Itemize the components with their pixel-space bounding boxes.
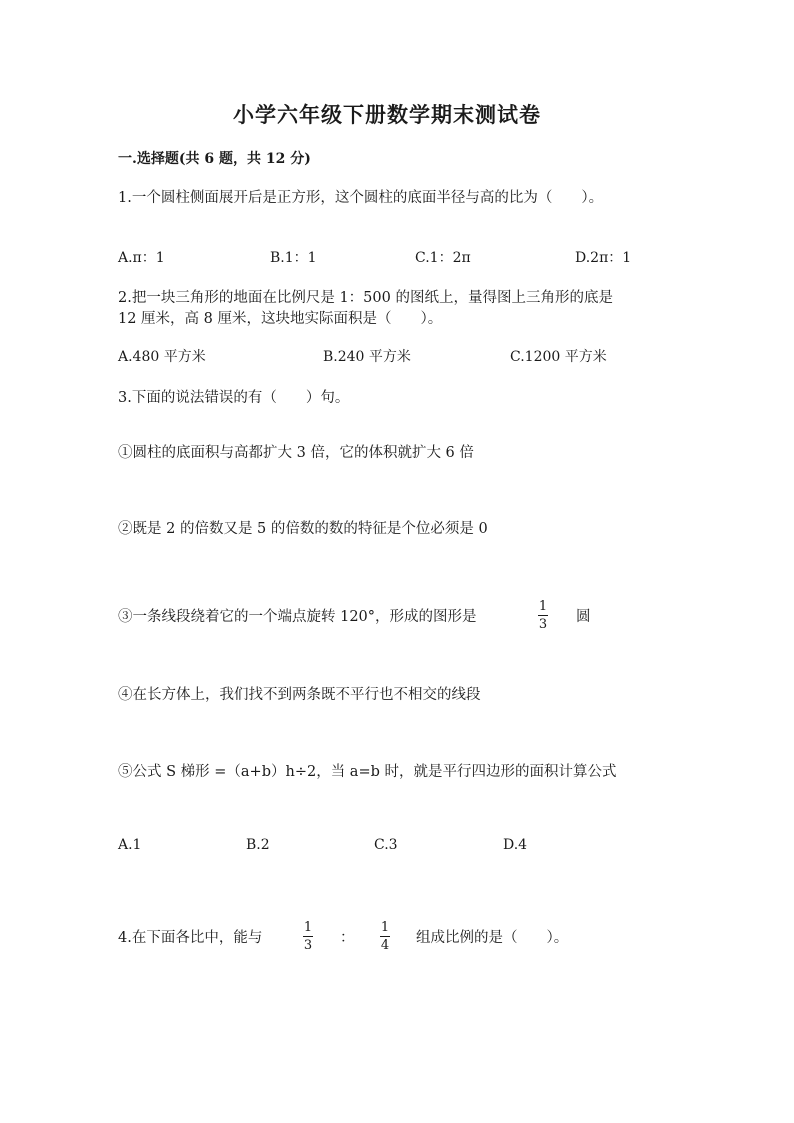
question-2-line-2: 12 厘米，高 8 厘米，这块地实际面积是（ ）。 xyxy=(118,311,443,327)
question-3-text: 3.下面的说法错误的有（ ）句。 xyxy=(118,390,350,406)
fraction-bar xyxy=(538,615,548,616)
page-title: 小学六年级下册数学期末测试卷 xyxy=(233,102,541,127)
question-2-line-1: 2.把一块三角形的地面在比例尺是 1：500 的图纸上，量得图上三角形的底是 xyxy=(118,290,613,306)
q4-fraction-2 xyxy=(380,920,390,953)
q3-option-b[interactable]: B.2 xyxy=(246,837,270,853)
question-1-text: 1.一个圆柱侧面展开后是正方形，这个圆柱的底面半径与高的比为（ ）。 xyxy=(118,190,604,206)
fraction-denominator: 3 xyxy=(538,617,548,632)
q3-option-a[interactable]: A.1 xyxy=(118,837,142,853)
fraction-numerator: 1 xyxy=(303,920,313,935)
question-4-text: 4.在下面各比中，能与 xyxy=(118,930,263,946)
statement-4: ④在长方体上，我们找不到两条既不平行也不相交的线段 xyxy=(118,687,481,703)
statement-3-text: ③一条线段绕着它的一个端点旋转 120°，形成的图形是 xyxy=(118,609,477,625)
fraction-bar xyxy=(303,936,313,937)
statement-2: ②既是 2 的倍数又是 5 的倍数的数的特征是个位必须是 0 xyxy=(118,521,488,537)
q2-option-c[interactable]: C.1200 平方米 xyxy=(510,349,607,365)
fraction-denominator: 3 xyxy=(303,938,313,953)
ratio-colon: ： xyxy=(340,930,355,946)
fraction-numerator: 1 xyxy=(380,920,390,935)
statement-3-fraction xyxy=(538,599,548,632)
q1-option-d[interactable]: D.2π：1 xyxy=(575,250,632,266)
statement-1: ①圆柱的底面积与高都扩大 3 倍，它的体积就扩大 6 倍 xyxy=(118,445,474,461)
fraction-bar xyxy=(380,936,390,937)
statement-3-suffix: 圆 xyxy=(576,609,591,625)
q1-option-a[interactable]: A.π：1 xyxy=(118,250,165,266)
fraction-numerator: 1 xyxy=(538,599,548,614)
statement-5: ⑤公式 S 梯形 =（a+b）h÷2，当 a=b 时，就是平行四边形的面积计算公式 xyxy=(118,764,617,780)
q2-option-a[interactable]: A.480 平方米 xyxy=(118,349,206,365)
q3-option-d[interactable]: D.4 xyxy=(503,837,528,853)
question-4-suffix: 组成比例的是（ ）。 xyxy=(416,930,569,946)
q1-option-c[interactable]: C.1：2π xyxy=(415,250,471,266)
q4-fraction-1 xyxy=(303,920,313,953)
q3-option-c[interactable]: C.3 xyxy=(374,837,398,853)
section-heading: 一.选择题(共 6 题，共 12 分) xyxy=(118,151,311,167)
q1-option-b[interactable]: B.1：1 xyxy=(270,250,317,266)
q2-option-b[interactable]: B.240 平方米 xyxy=(323,349,411,365)
fraction-denominator: 4 xyxy=(380,938,390,953)
